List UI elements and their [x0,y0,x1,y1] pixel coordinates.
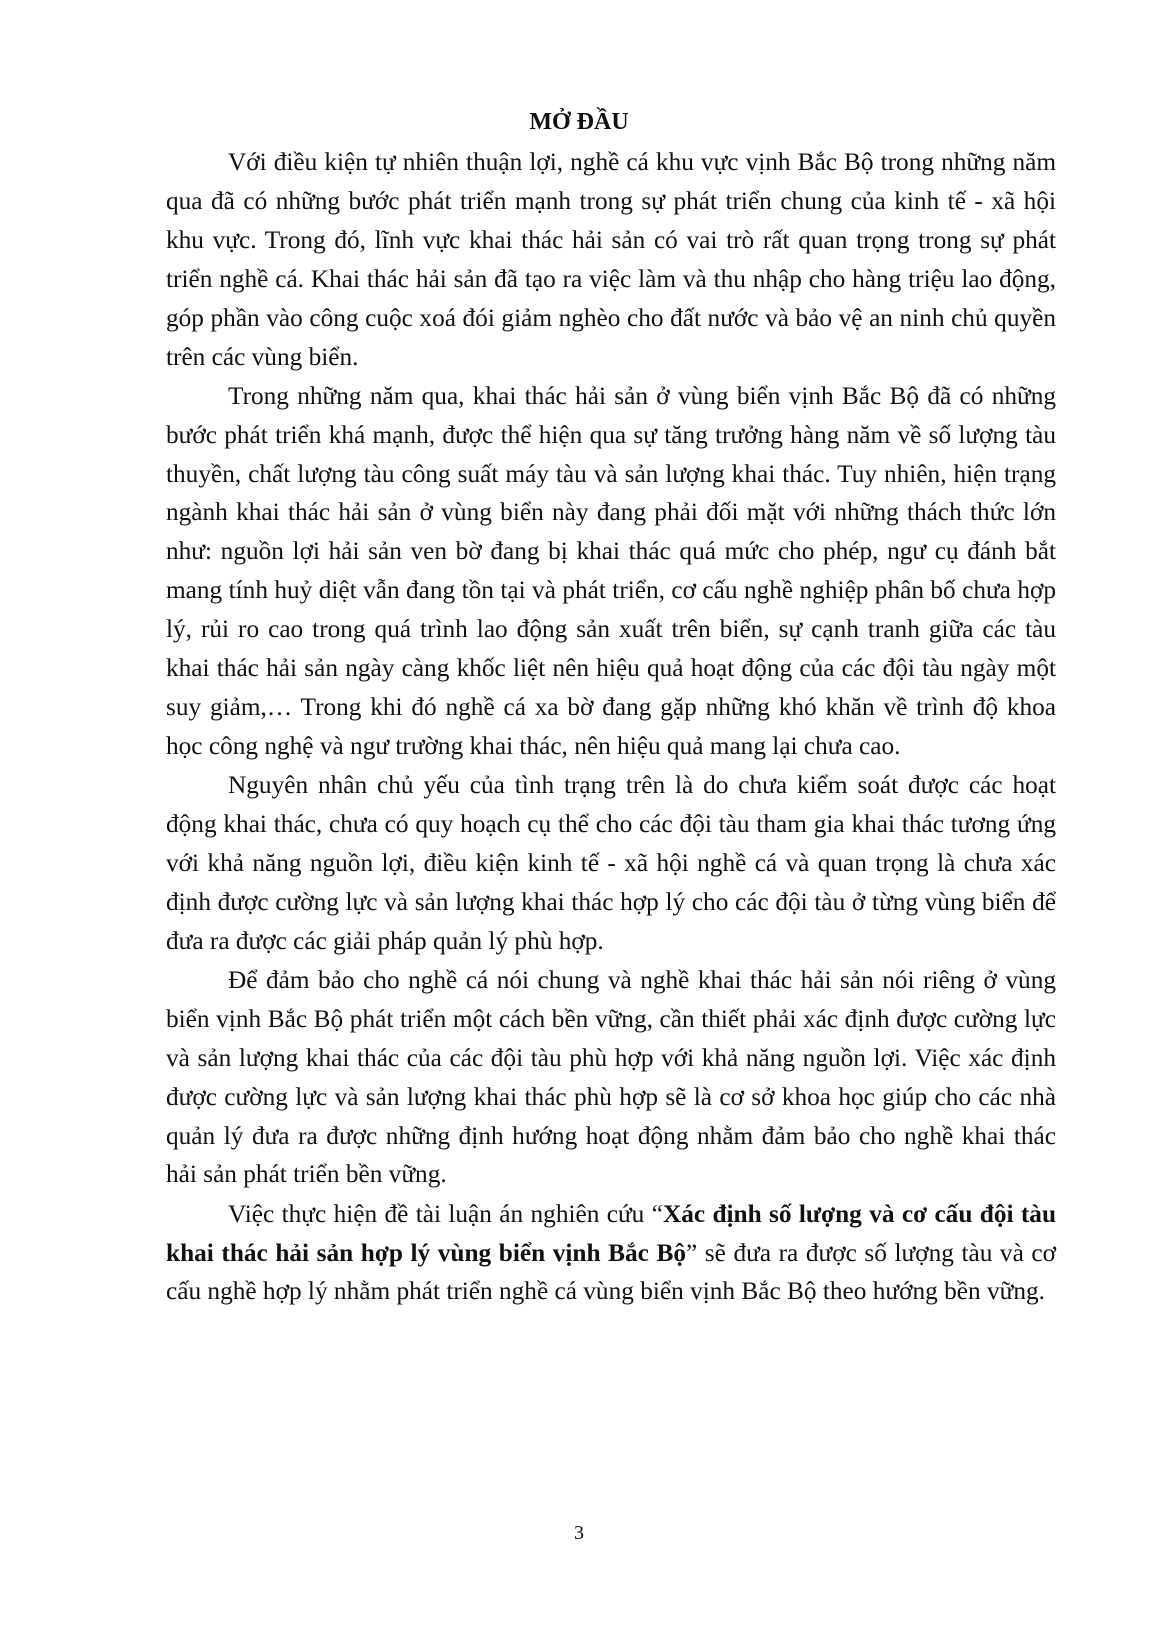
paragraph-2: Trong những năm qua, khai thác hải sản ở vùng biển vịnh Bắc Bộ đã có những bước phát triển khá mạnh, được thể hiện qua sự tăng trưởng hàng năm về số lượng tàu thuyền, chất lượng tàu công suất máy tàu và sản lượng khai thác. Tuy nhiên, hiện trạng ngành khai thác hải sản ở vùng biển này đang phải đối mặt với những thách thức lớn như: nguồn lợi hải sản ven bờ đang bị khai thác quá mức cho phép, ngư cụ đánh bắt mang tính huỷ diệt vẫn đang tồn tại và phát triển, cơ cấu nghề nghiệp phân bố chưa hợp lý, rủi ro cao trong quá trình lao động sản xuất trên biển, sự cạnh tranh giữa các tàu khai thác hải sản ngày càng khốc liệt nên hiệu quả hoạt động của các đội tàu ngày một suy giảm,… Trong khi đó nghề cá xa bờ đang gặp những khó khăn về trình độ khoa học công nghệ và ngư trường khai thác, nên hiệu quả mang lại chưa cao. [166,381,1056,760]
page-title: MỞ ĐẦU [529,109,629,135]
paragraph-5 [166,1195,1056,1312]
paragraph-1: Với điều kiện tự nhiên thuận lợi, nghề cá khu vực vịnh Bắc Bộ trong những năm qua đã có những bước phát triển mạnh trong sự phát triển chung của kinh tế - xã hội khu vực. Trong đó, lĩnh vực khai thác hải sản có vai trò rất quan trọng trong sự phát triển nghề cá. Khai thác hải sản đã tạo ra việc làm và thu nhập cho hàng triệu lao động, góp phần vào công cuộc xoá đói giảm nghèo cho đất nước và bảo vệ an ninh chủ quyền trên các vùng biển. [166,148,1056,371]
paragraph-5-conclusion: ” sẽ đưa ra được số lượng tàu và cơ cấu nghề hợp lý nhằm phát triển nghề cá vùng biển vịnh Bắc Bộ theo hướng bền vững. [166,1238,1056,1306]
thesis-title: Xác định số lượng và cơ cấu đội tàu khai thác hải sản hợp lý vùng biển vịnh Bắc Bộ [166,1199,1057,1267]
paragraph-5-intro: Việc thực hiện đề tài luận án nghiên cứu “ [228,1199,663,1228]
paragraph-4: Để đảm bảo cho nghề cá nói chung và nghề khai thác hải sản nói riêng ở vùng biển vịnh Bắc Bộ phát triển một cách bền vững, cần thiết phải xác định được cường lực và sản lượng khai thác của các đội tàu phù hợp với khả năng nguồn lợi. Việc xác định được cường lực và sản lượng khai thác phù hợp sẽ là cơ sở khoa học giúp cho các nhà quản lý đưa ra được những định hướng hoạt động nhằm đảm bảo cho nghề khai thác hải sản phát triển bền vững. [166,965,1056,1189]
page-number: 3 [574,1522,584,1544]
document-body [166,143,1056,1311]
paragraph-3: Nguyên nhân chủ yếu của tình trạng trên là do chưa kiểm soát được các hoạt động khai thác, chưa có quy hoạch cụ thể cho các đội tàu tham gia khai thác tương ứng với khả năng nguồn lợi, điều kiện kinh tế - xã hội nghề cá và quan trọng là chưa xác định được cường lực và sản lượng khai thác hợp lý cho các đội tàu ở từng vùng biển để đưa ra được các giải pháp quản lý phù hợp. [166,771,1056,955]
